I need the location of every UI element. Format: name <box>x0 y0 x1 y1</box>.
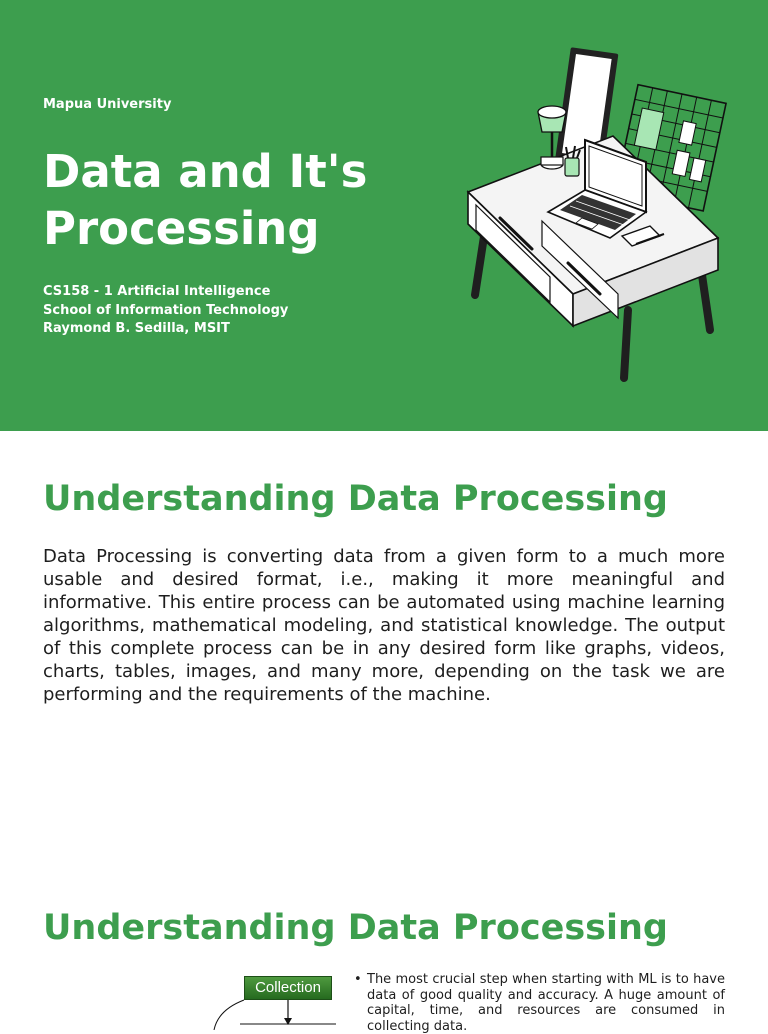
bullet-item: • The most crucial step when starting with ML is to have data of good quality and accuracy. A huge amount of capital, time, and resources are consumed in collecting data. <box>352 972 725 1034</box>
title-slide <box>0 0 768 431</box>
school-line: School of Information Technology <box>43 302 289 318</box>
slide-title: Data and It's Processing <box>43 145 368 255</box>
slide-meta <box>43 283 288 339</box>
author-line: Raymond B. Sedilla, MSIT <box>43 321 230 336</box>
organization-name: Mapua University <box>43 97 172 112</box>
flow-step-collection: Collection <box>244 976 332 1000</box>
desk-with-laptop-illustration <box>450 40 730 390</box>
course-line: CS158 - 1 Artificial Intelligence <box>43 284 271 299</box>
bullet-list <box>352 972 725 1034</box>
section-body-text: Data Processing is converting data from a given form to a much more usable and desired format, i.e., making it more meaningful and informative. This entire process can be automated using machine learning algorithms, mathematical modeling, and statistical knowledge. The output of this complete process can be in any desired form like graphs, videos, charts, tables, images, and many more, depending on the task we are performing and the requirements of the machine. <box>43 546 725 705</box>
section-heading: Understanding Data Processing <box>43 479 668 519</box>
section-heading-2: Understanding Data Processing <box>43 908 668 948</box>
